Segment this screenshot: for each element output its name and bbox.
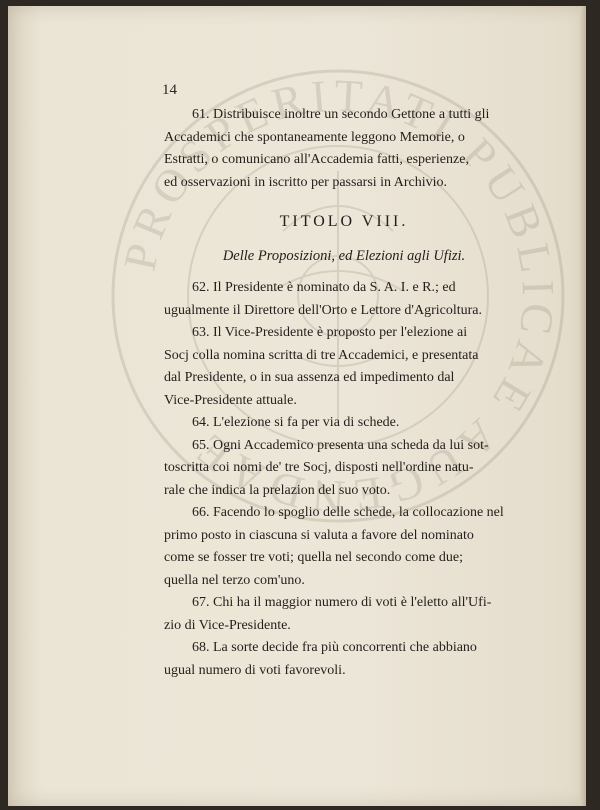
paragraph-line: ed osservazioni in iscritto per passarsi in Archivio. bbox=[164, 174, 448, 190]
paragraph-line: 67. Chi ha il maggior numero di voti è l'eletto all'Ufi- bbox=[192, 595, 492, 610]
body-text bbox=[164, 104, 524, 682]
paragraph-line: Vice-Presidente attuale. bbox=[164, 392, 297, 408]
paragraph-line: 63. Il Vice-Presidente è proposto per l'elezione ai bbox=[192, 325, 468, 340]
paragraph-line: rale che indica la prelazion del suo voto. bbox=[164, 482, 391, 498]
paragraph-66 bbox=[164, 502, 524, 592]
paragraph-62 bbox=[164, 277, 524, 322]
paragraph-line: 66. Facendo lo spoglio delle schede, la collocazione nel bbox=[192, 505, 504, 520]
paragraph-line: dal Presidente, o in sua assenza ed impedimento dal bbox=[164, 370, 455, 385]
paragraph-64 bbox=[164, 412, 524, 435]
paragraph-line: toscritta coi nomi de' tre Socj, disposti nell'ordine natu- bbox=[164, 460, 474, 475]
paragraph-line: primo posto in ciascuna si valuta a favore del nominato bbox=[164, 527, 474, 543]
page-edge bbox=[580, 6, 586, 806]
paragraph-line: 64. L'elezione si fa per via di schede. bbox=[192, 415, 400, 430]
paragraph-line: ugual numero di voti favorevoli. bbox=[164, 662, 346, 678]
section-title: TITOLO VIII. bbox=[279, 213, 409, 230]
paragraph-63 bbox=[164, 322, 524, 412]
page-number: 14 bbox=[162, 82, 177, 98]
paragraph-line: quella nel terzo com'uno. bbox=[164, 572, 305, 588]
paragraph-line: 65. Ogni Accademico presenta una scheda da lui sot- bbox=[192, 437, 489, 453]
paragraph-68 bbox=[164, 637, 524, 682]
section-subtitle: Delle Proposizioni, ed Elezioni agli Ufizi. bbox=[222, 248, 466, 264]
paragraph-67 bbox=[164, 592, 524, 637]
paragraph-line: ugualmente il Direttore dell'Orto e Lettore d'Agricoltura. bbox=[164, 302, 482, 318]
paragraph-61 bbox=[164, 104, 524, 194]
paragraph-line: 68. La sorte decide fra più concorrenti che abbiano bbox=[192, 640, 477, 655]
paragraph-line: Accademici che spontaneamente leggono Memorie, o bbox=[164, 129, 465, 145]
paragraph-line: Socj colla nomina scritta di tre Accademici, e presentata bbox=[164, 347, 479, 363]
stamp-text: PROSPERITATI PUBLICAE AUGENDAE bbox=[113, 69, 565, 523]
paragraph-line: Estratti, o comunicano all'Accademia fatti, esperienze, bbox=[164, 152, 469, 167]
paragraph-line: zio di Vice-Presidente. bbox=[164, 617, 291, 633]
paragraph-line: come se fosser tre voti; quella nel secondo come due; bbox=[164, 550, 463, 565]
paragraph-line: 62. Il Presidente è nominato da S. A. I. e R.; ed bbox=[192, 280, 456, 295]
paragraph-65 bbox=[164, 435, 524, 503]
paragraph-line: 61. Distribuisce inoltre un secondo Gettone a tutti gli bbox=[192, 107, 490, 122]
